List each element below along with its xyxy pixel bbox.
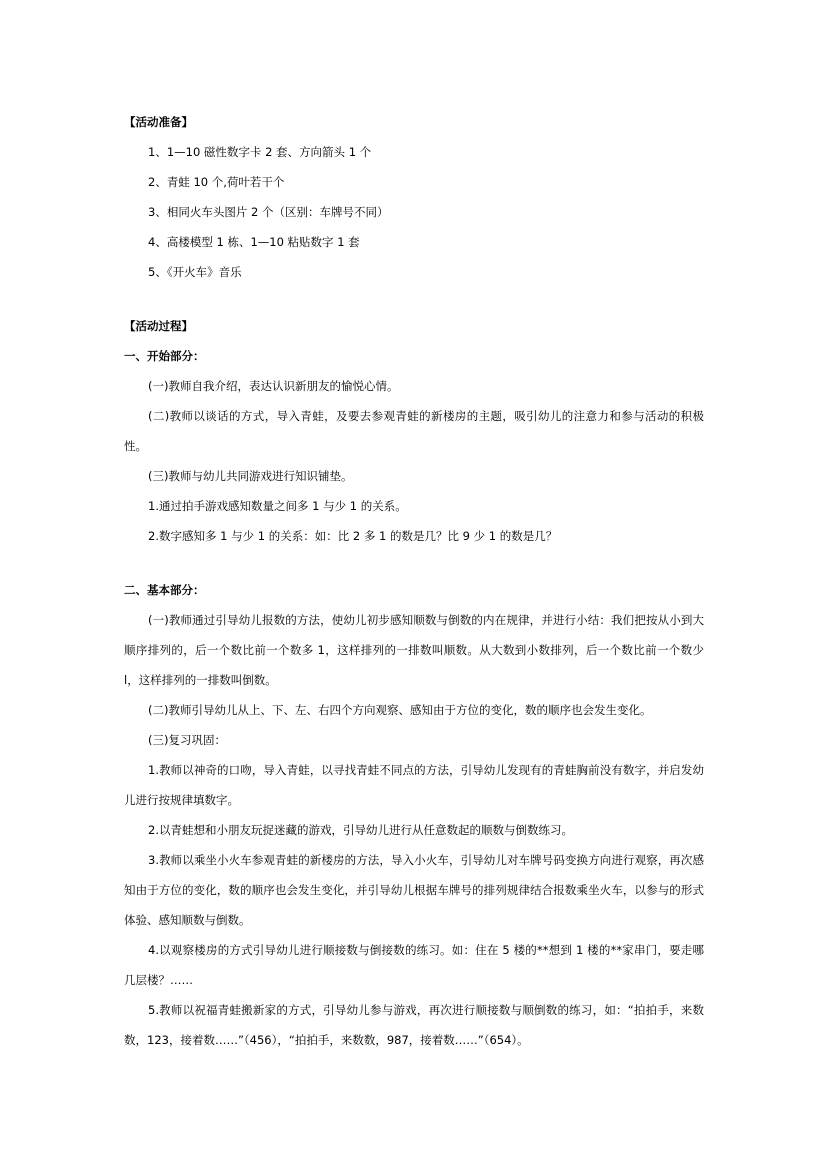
start-para-5: 2.数字感知多 1 与少 1 的关系：如：比 2 多 1 的数是几？比 9 少 1 的数是几？ [148,529,558,543]
prep-item-1: 1、1—10 磁性数字卡 2 套、方向箭头 1 个 [148,145,372,159]
start-para-2: (二)教师以谈话的方式，导入青蛙，及要去参观青蛙的新楼房的主题，吸引幼儿的注意力和参与活动的积极性。 [124,409,704,453]
basic-para-3: (三)复习巩固： [148,733,226,747]
prep-item-4: 4、高楼模型 1 栋、1—10 粘贴数字 1 套 [148,235,360,249]
prep-item-5: 5、《开火车》音乐 [148,265,242,279]
basic-para-1: (一)教师通过引导幼儿报数的方法，使幼儿初步感知顺数与倒数的内在规律，并进行小结：我们把按从小到大顺序排列的，后一个数比前一个数多 1，这样排列的一排数叫顺数。从大数到小数排列，后一个数比前一个数少 l，这样排列的一排数叫倒数。 [124,613,704,687]
basic-para-4: 1.教师以神奇的口吻，导入青蛙，以寻找青蛙不同点的方法，引导幼儿发现有的青蛙胸前没有数字，并启发幼儿进行按规律填数字。 [124,763,704,807]
spacer [124,287,704,311]
basic-para-7: 4.以观察楼房的方式引导幼儿进行顺接数与倒接数的练习。如：住在 5 楼的**想到 1 楼的**家串门，要走哪几层楼？…… [124,943,704,987]
start-para-1: (一)教师自我介绍，表达认识新朋友的愉悦心情。 [148,379,399,393]
subsection-heading-start: 一、开始部分： [124,349,205,363]
basic-para-8: 5.教师以祝福青蛙搬新家的方式，引导幼儿参与游戏，再次进行顺接数与顺倒数的练习，如：“拍拍手，来数数，123，接着数……”（456），“拍拍手，来数数，987，接着数……”（654）。 [124,1003,704,1047]
section-heading-process: 【活动过程】 [124,319,193,333]
section-heading-preparation: 【活动准备】 [124,115,193,129]
subsection-heading-basic: 二、基本部分： [124,583,205,597]
basic-para-5: 2.以青蛙想和小朋友玩捉迷藏的游戏，引导幼儿进行从任意数起的顺数与倒数练习。 [148,823,573,837]
document-page [124,107,704,1055]
prep-item-3: 3、相同火车头图片 2 个（区别：车牌号不同） [148,205,389,219]
basic-para-6: 3.教师以乘坐小火车参观青蛙的新楼房的方法，导入小火车，引导幼儿对车牌号码变换方向进行观察，再次感知由于方位的变化，数的顺序也会发生变化，并引导幼儿根据车牌号的排列规律结合报数乘坐火车，以参与的形式体验、感知顺数与倒数。 [124,853,704,927]
start-para-3: (三)教师与幼儿共同游戏进行知识铺垫。 [148,469,353,483]
basic-para-2: (二)教师引导幼儿从上、下、左、右四个方向观察、感知由于方位的变化，数的顺序也会发生变化。 [148,703,652,717]
spacer [124,551,704,575]
prep-item-2: 2、青蛙 10 个,荷叶若干个 [148,175,285,189]
start-para-4: 1.通过拍手游戏感知数量之间多 1 与少 1 的关系。 [148,499,407,513]
